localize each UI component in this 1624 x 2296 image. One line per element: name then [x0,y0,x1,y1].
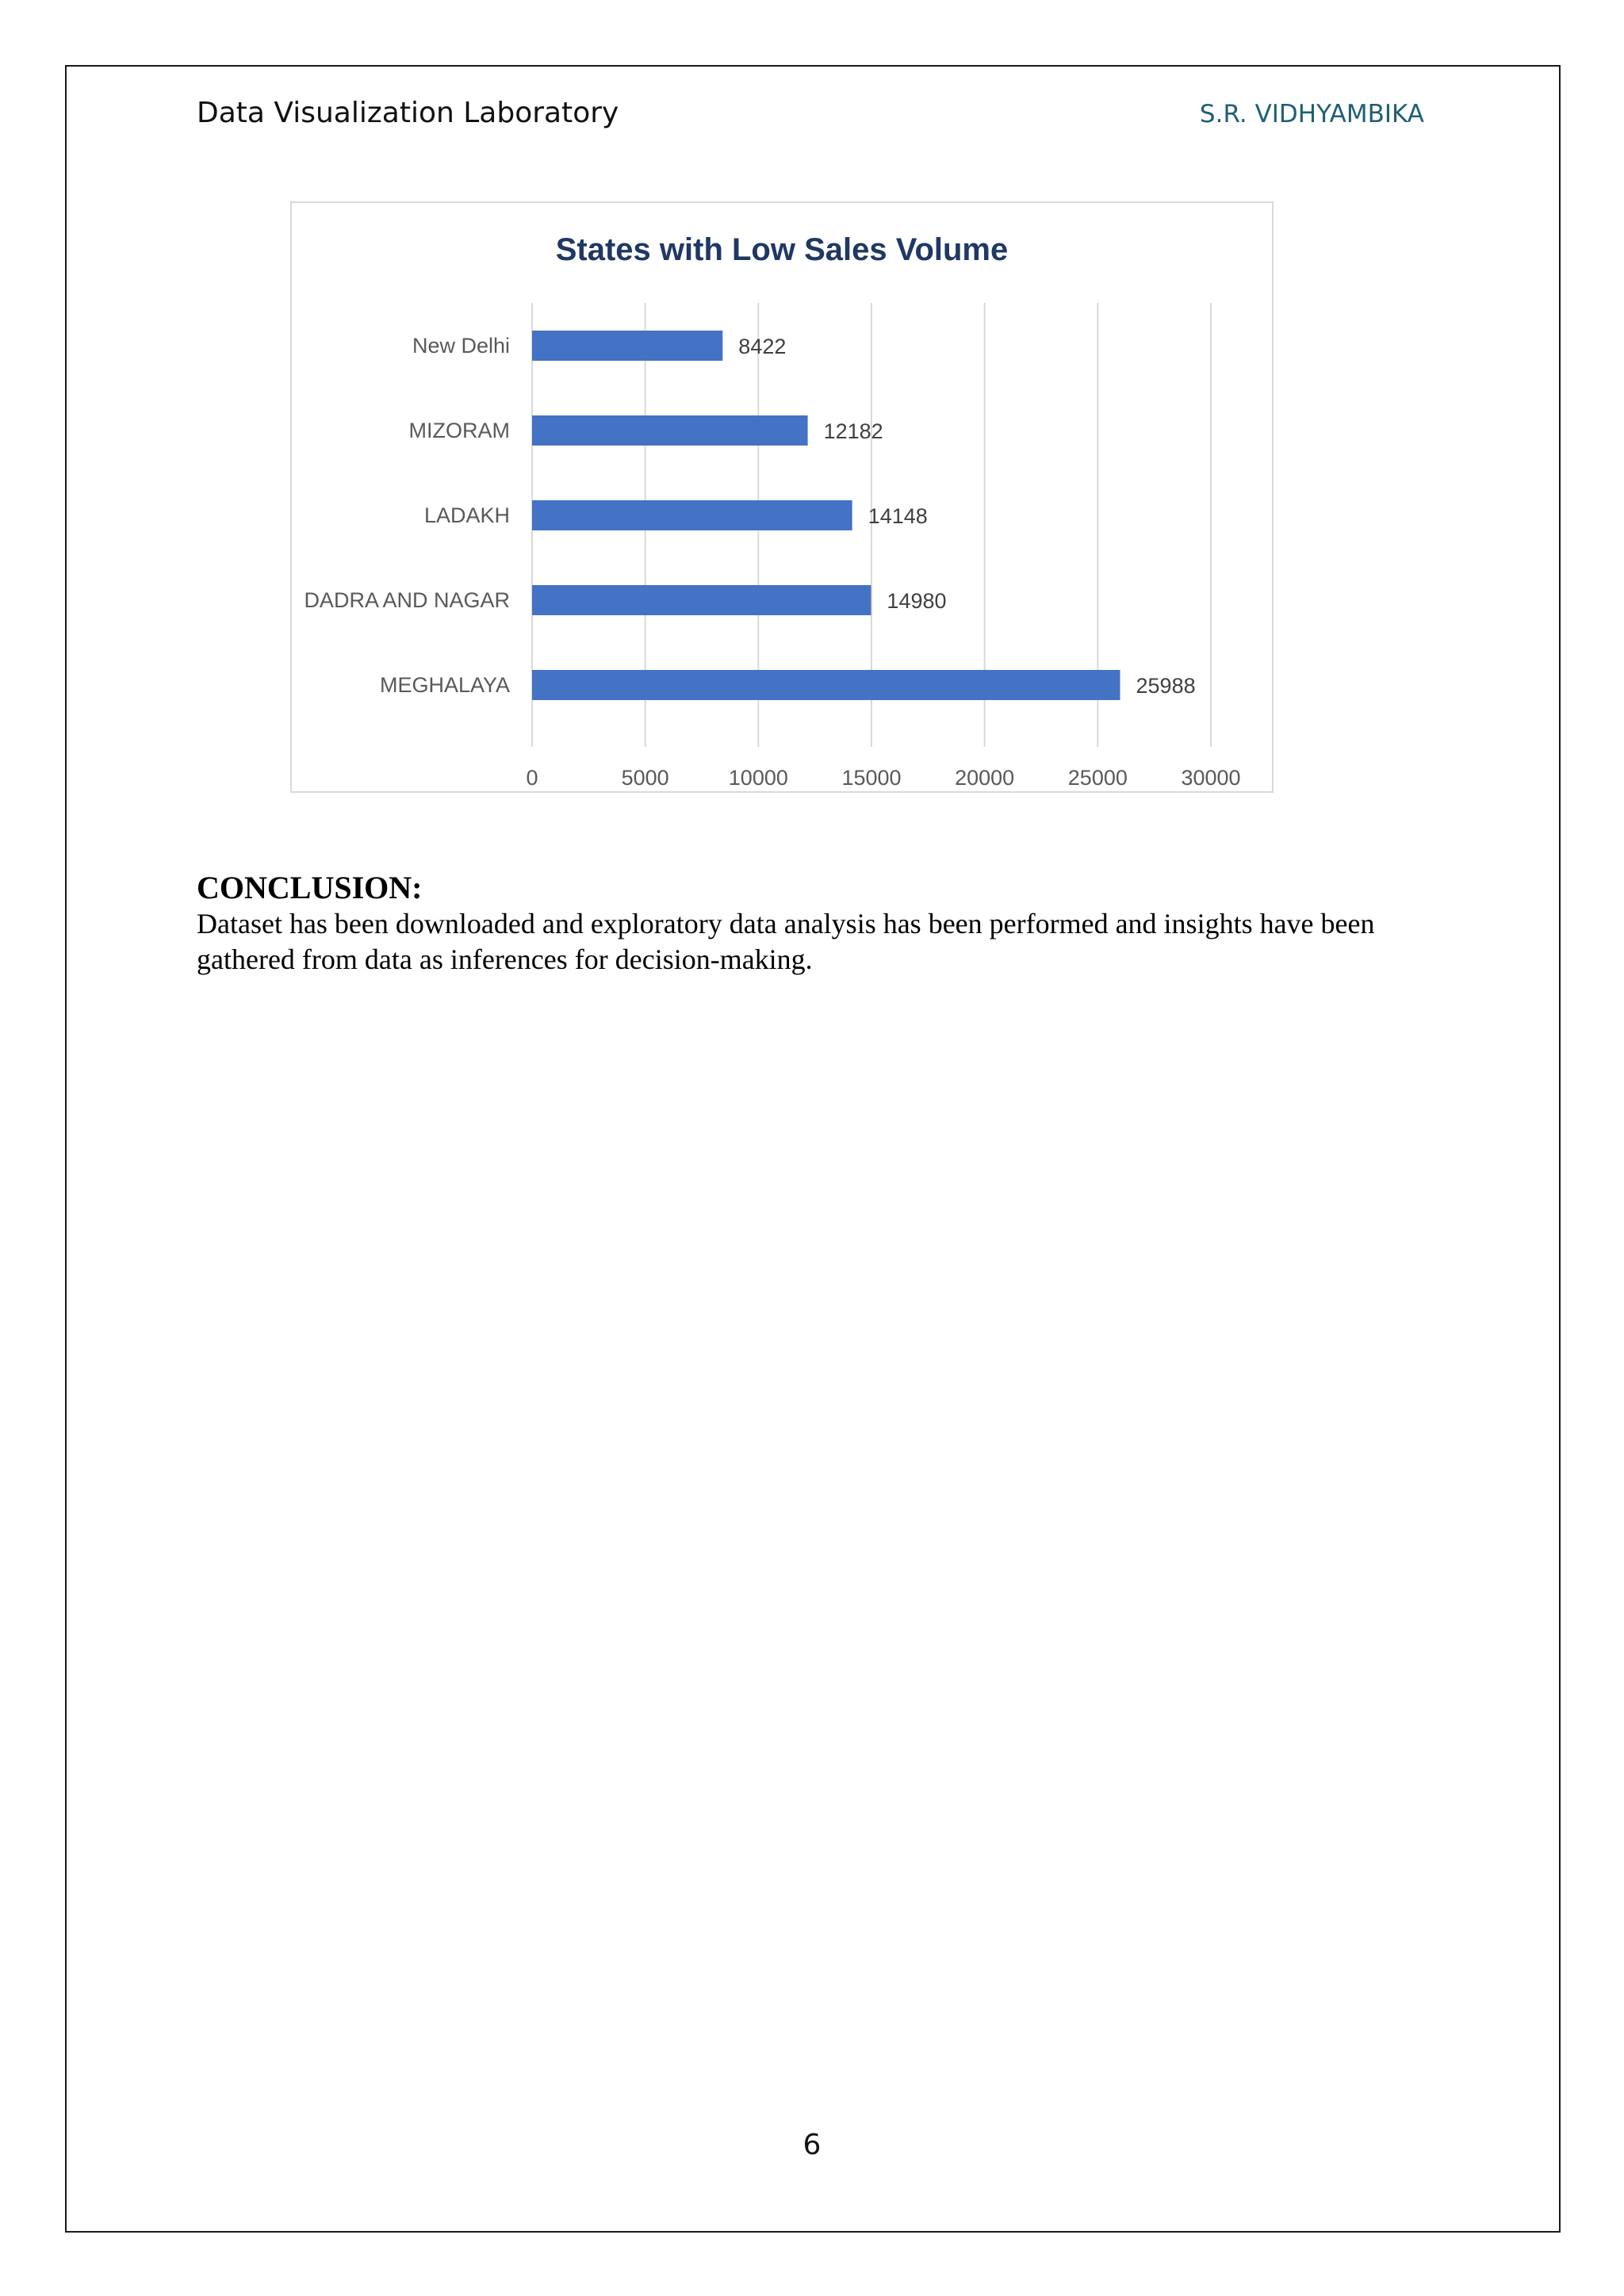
bar-chart [290,201,1274,793]
category-label: MEGHALAYA [379,673,510,697]
category-label: MIZORAM [408,419,510,442]
conclusion-heading: CONCLUSION: [197,870,423,905]
bar [532,500,852,530]
x-tick-label: 20000 [955,766,1015,790]
bar [532,670,1120,700]
bars [532,331,1120,700]
x-tick-label: 5000 [621,766,669,790]
data-label: 8422 [738,335,787,358]
data-label: 14148 [868,504,928,528]
data-label: 25988 [1136,674,1196,698]
header-course-title: Data Visualization Laboratory [197,97,619,129]
bar [532,331,722,361]
header-author-name: S.R. VIDHYAMBIKA [1199,100,1424,128]
x-tick-label: 15000 [841,766,902,790]
chart-canvas [292,203,1272,791]
category-label: DADRA AND NAGAR [304,588,510,612]
category-label: LADAKH [423,503,510,527]
bar [532,415,808,446]
x-tick-label: 25000 [1067,766,1128,790]
x-tick-label: 10000 [728,766,788,790]
x-tick-label: 30000 [1181,766,1241,790]
category-label: New Delhi [412,334,510,358]
page-number: 6 [802,2129,822,2161]
bar [532,585,871,615]
conclusion-paragraph: Dataset has been downloaded and exploratory data analysis has been performed and insights have been gathered from data as inferences for decision-making. [197,908,1375,975]
x-tick-label: 0 [526,766,538,790]
data-label: 12182 [823,419,883,443]
labels [304,334,1240,790]
data-label: 14980 [887,589,947,613]
chart-title: States with Low Sales Volume [555,232,1009,267]
